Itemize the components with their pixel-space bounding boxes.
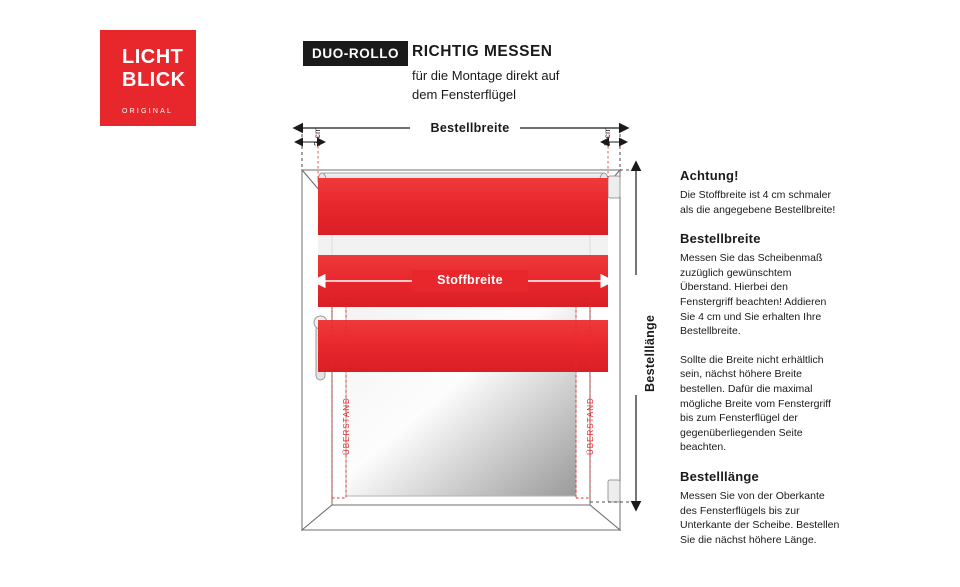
label-bestellbreite: Bestellbreite [430, 121, 510, 135]
logo-line-1: LICHT [122, 46, 184, 68]
product-type-tag: DUO-ROLLO [303, 41, 408, 66]
note-title-achtung: Achtung! [680, 168, 739, 183]
note-title-bestelllaenge: Bestelllänge [680, 468, 759, 484]
note-text-bestellbreite: Messen Sie das Scheibenmaß zuzüglich gewünschtem Überstand. Hierbei den Fenstergriff beachten! Addieren Sie 4 cm und Sie erhalten Ihre Bestellbreite. [680, 252, 827, 338]
note-title-bestellbreite: Bestellbreite [680, 231, 761, 247]
note-text-achtung: Die Stoffbreite ist 4 cm schmaler als die angegebene Bestellbreite! [680, 189, 836, 216]
logo-line-2: BLICK [122, 69, 186, 91]
notes-column [680, 168, 840, 547]
window-illustration [290, 110, 650, 550]
brand-logo [100, 30, 196, 126]
label-stoffbreite: Stoffbreite [437, 273, 503, 287]
label-margin-right: 2 cm [602, 126, 612, 146]
page-subtitle [412, 66, 559, 104]
label-bestelllaenge: Bestelllänge [643, 314, 657, 392]
page-subtitle-line-2: dem Fensterflügel [412, 87, 517, 102]
label-ueberstand-right: ÜBERSTAND [586, 397, 595, 455]
measurement-diagram [290, 110, 657, 550]
note-text-bestellbreite-extra: Sollte die Breite nicht erhältlich sein, nächst höhere Breite bestellen. Dafür die maximal mögliche Breite vom Fenstergriff bis zum Fensterflügel der gegenüberliegenden Seite beachten. [680, 353, 831, 454]
label-margin-left: 2 cm [312, 126, 322, 146]
page-subtitle-line-1: für die Montage direkt auf [412, 68, 560, 83]
logo-line-3: ORIGINAL [122, 108, 174, 115]
label-ueberstand-left: ÜBERSTAND [342, 397, 351, 455]
page-title: RICHTIG MESSEN [412, 43, 553, 60]
note-text-bestelllaenge: Messen Sie von der Oberkante des Fensterflügels bis zur Unterkante der Scheibe. Bestellen Sie die nächst höhere Länge. [680, 489, 840, 546]
